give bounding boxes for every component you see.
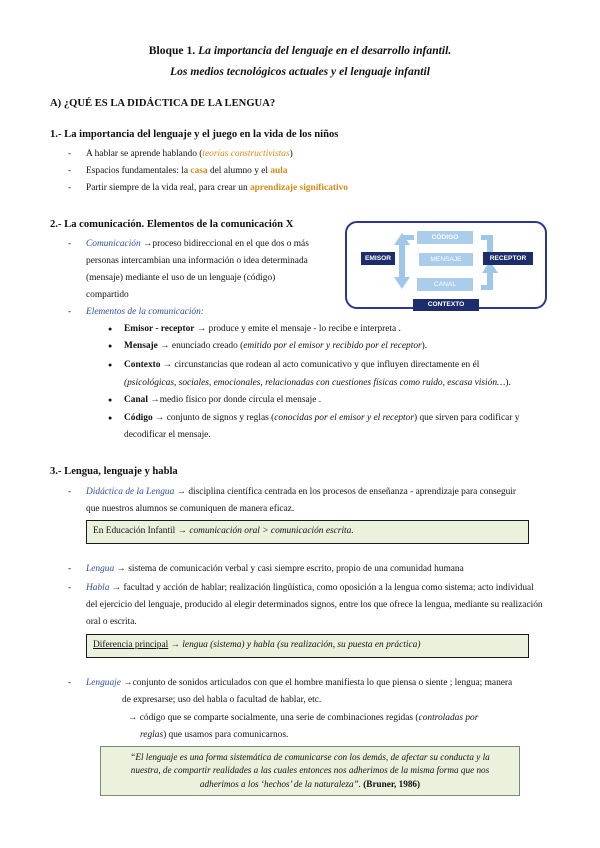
list-dash: - (68, 564, 72, 574)
list-dash: - (68, 487, 72, 497)
lengua-definition: Lengua → sistema de comunicación verbal y casi siempre escrito, propio de una comunidad humana (86, 564, 464, 574)
diagram-receptor: RECEPTOR (483, 252, 533, 265)
habla-definition-line-3: oral o escrita. (86, 617, 137, 627)
element-contexto: Contexto → circunstancias que rodean al acto comunicativo y que influyen directamente en él (124, 360, 480, 370)
bullet-dot: ● (108, 361, 113, 369)
diagram-emisor: EMISOR (361, 252, 395, 265)
lenguaje-definition-line-1: Lenguaje →conjunto de sonidos articulados con que el hombre manifiesta lo que piensa o siente ; lengua; manera (86, 678, 513, 688)
didactica-definition-line-1: Didáctica de la Lengua → disciplina científica centrada en los procesos de enseñanza - aprendizaje para conseguir (86, 487, 517, 497)
diagram-mensaje: MENSAJE (419, 253, 473, 266)
lenguaje-definition-line-2: de expresarse; uso del habla o facultad de hablar, etc. (122, 695, 322, 705)
lenguaje-definition-line-3: → código que se comparte socialmente, una serie de combinaciones regidas (controladas por (128, 713, 479, 723)
list-dash: - (68, 239, 72, 249)
infantil-note-box: En Educación Infantil → comunicación oral > comunicación escrita. (86, 520, 529, 544)
comunicacion-definition-line-3: (mensaje) mediante el uso de un lenguaje (código) (86, 273, 276, 283)
quote-line-2: nuestra, de compartir realidades a las cuales entonces nos adherimos de la misma forma que nos (130, 765, 490, 776)
bullet-dot: ● (108, 396, 113, 404)
section-a-heading: A) ¿QUÉ ES LA DIDÁCTICA DE LA LENGUA? (50, 98, 276, 109)
list-item: Espacios fundamentales: la casa del alumno y el aula (86, 166, 288, 176)
section-2-heading: 2.- La comunicación. Elementos de la comunicación X (50, 219, 294, 230)
habla-definition-line-2: del ejercicio del lenguaje, producido al elegir determinados signos, entre los que ofrece la lengua, mediante su realización (86, 600, 543, 610)
diagram-codigo: CÓDIGO (417, 231, 473, 244)
diagram-canal: CANAL (417, 278, 473, 291)
section-1-heading: 1.- La importancia del lenguaje y el juego en la vida de los niños (50, 129, 339, 140)
quote-line-3: adherimos a los ‘hechos’ de la naturaleza”. (Bruner, 1986) (199, 778, 421, 789)
didactica-definition-line-2: que nuestros alumnos se comuniquen de manera eficaz. (86, 504, 295, 514)
list-dash: - (68, 678, 72, 688)
list-dash: - (68, 183, 72, 193)
list-item: Partir siempre de la vida real, para crear un aprendizaje significativo (86, 183, 348, 193)
bullet-dot: ● (108, 414, 113, 422)
habla-definition-line-1: Habla → facultad y acción de hablar; realización lingüística, como oposición a la lengua como sistema; acto individual (86, 583, 534, 593)
list-item: A hablar se aprende hablando (teorías constructivistas) (86, 149, 293, 159)
element-contexto-cont: (psicológicas, sociales, emocionales, relacionadas con cuestiones físicas como ruido, escasa visión…). (124, 378, 511, 388)
bruner-quote-box (100, 746, 520, 796)
lenguaje-definition-line-4: reglas) que usamos para comunicarnos. (140, 730, 289, 740)
document-title-line-2: Los medios tecnológicos actuales y el lenguaje infantil (170, 65, 430, 78)
quote-line-1: “El lenguaje es una forma sistemática de comunicarse con los demás, de afectar su conducta y la (130, 752, 490, 762)
document-title-line-1: Bloque 1. La importancia del lenguaje en el desarrollo infantil. (148, 44, 452, 57)
comunicacion-definition-line-1: Comunicación →proceso bidireccional en el que dos o más (86, 239, 309, 249)
diferencia-principal-box: Diferencia principal → lengua (sistema) y habla (su realización, su puesta en práctica) (86, 634, 529, 658)
element-codigo-cont: decodificar el mensaje. (124, 430, 211, 440)
list-dash: - (68, 166, 72, 176)
element-mensaje: Mensaje → enunciado creado (emitido por el emisor y recibido por el receptor). (124, 341, 428, 351)
list-dash: - (68, 307, 72, 317)
comunicacion-definition-line-2: personas intercambian una información o idea determinada (86, 256, 308, 266)
communication-diagram (345, 221, 547, 309)
diagram-contexto: CONTEXTO (413, 299, 479, 311)
list-dash: - (68, 583, 72, 593)
bullet-dot: ● (108, 325, 113, 333)
bullet-dot: ● (108, 342, 113, 350)
element-codigo: Código → conjunto de signos y reglas (conocidas por el emisor y el receptor) que sirven para codificar y (124, 413, 520, 423)
list-dash: - (68, 149, 72, 159)
comunicacion-definition-line-4: compartido (86, 290, 129, 300)
element-canal: Canal →medio físico por donde circula el mensaje . (124, 395, 322, 405)
element-emisor-receptor: Emisor - receptor → produce y emite el mensaje - lo recibe e interpreta . (124, 324, 401, 334)
section-3-heading: 3.- Lengua, lenguaje y habla (50, 466, 178, 477)
elements-label: Elementos de la comunicación: (86, 307, 204, 317)
